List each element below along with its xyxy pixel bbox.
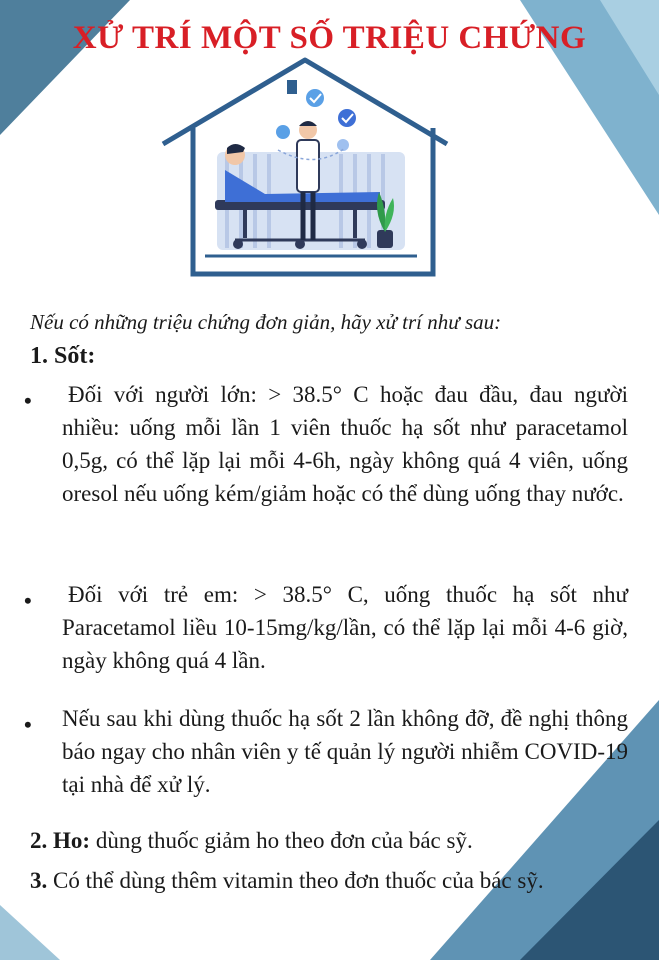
page-title: XỬ TRÍ MỘT SỐ TRIỆU CHỨNG	[72, 20, 587, 56]
bullet-marker: •	[24, 388, 32, 413]
intro-text: Nếu có những triệu chứng đơn giản, hãy xử trí như sau:	[30, 310, 502, 334]
bullet-marker: •	[24, 712, 32, 737]
section-fever-heading: 1. Sốt:	[30, 343, 96, 369]
child-fever-paragraph: Đối với trẻ em: > 38.5° C, uống thuốc hạ sốt như Paracetamol liều 10-15mg/kg/lần, có thể lặp lại mỗi 4-6 giờ, ngày không quá 4 lần.	[62, 582, 628, 673]
section-cough-label: 2. Ho:	[30, 828, 91, 853]
section-vitamin-text: Có thể dùng thêm vitamin theo đơn thuốc của bác sỹ.	[47, 868, 544, 893]
section-cough-line	[30, 828, 473, 854]
section-vitamin-label: 3.	[30, 868, 48, 893]
escalation-paragraph: Nếu sau khi dùng thuốc hạ sốt 2 lần không đỡ, đề nghị thông báo ngay cho nhân viên y tế quản lý người nhiễm COVID-19 tại nhà để xử lý.	[62, 706, 628, 797]
doctor-patient-house-illustration	[155, 52, 455, 282]
bullet-marker: •	[24, 588, 32, 613]
adult-fever-paragraph: Đối với người lớn: > 38.5° C hoặc đau đầu, đau người nhiều: uống mỗi lần 1 viên thuốc hạ sốt như paracetamol 0,5g, có thể lặp lại mỗi 4-6h, ngày không quá 4 viên, uống oresol nếu uống kém/giảm hoặc có thể dùng uống thay nước.	[62, 382, 628, 506]
section-cough-text: dùng thuốc giảm ho theo đơn của bác sỹ.	[90, 828, 473, 853]
section-vitamin-paragraph	[30, 864, 630, 897]
